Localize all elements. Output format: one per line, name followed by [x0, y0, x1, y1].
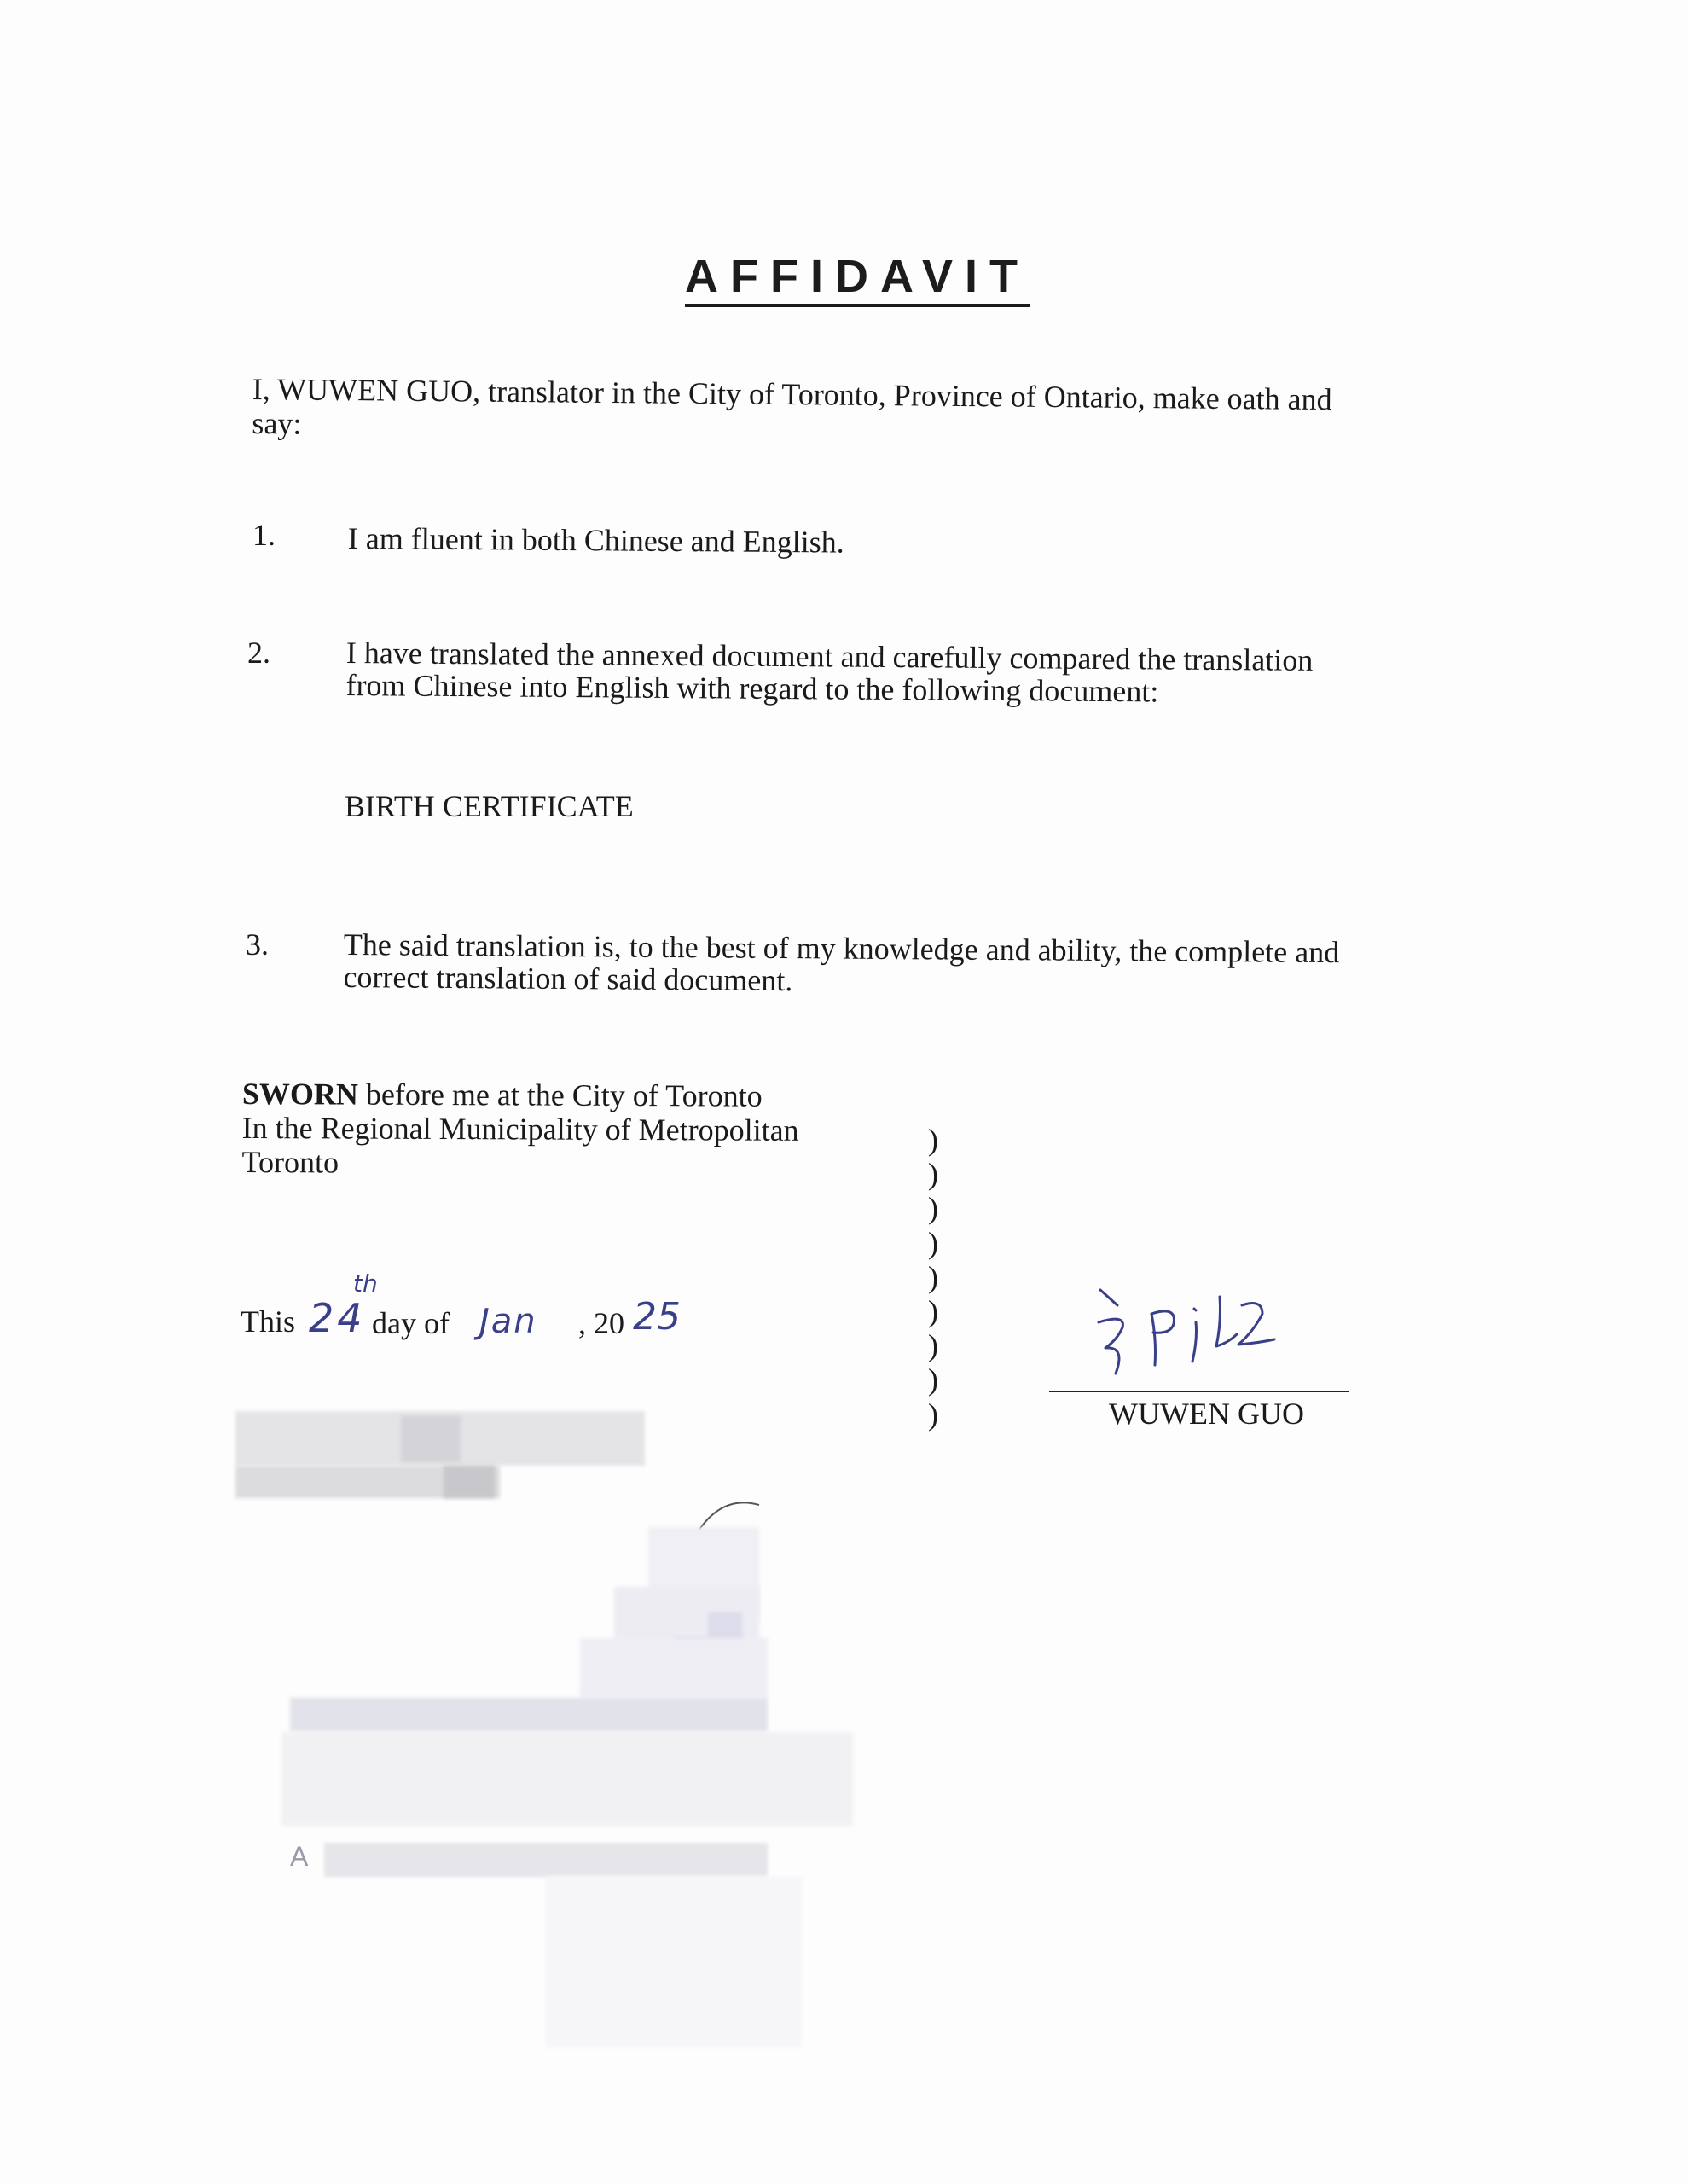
handwritten-day-suffix: th [353, 1269, 378, 1298]
sworn-line-1-rest: before me at the City of Toronto [357, 1077, 763, 1113]
signature-line [1049, 1391, 1349, 1392]
date-day-of-label: day of [372, 1306, 450, 1340]
item-3-line-2: correct translation of said document. [343, 959, 793, 998]
item-text-1 [348, 522, 844, 559]
referenced-document-name: BIRTH CERTIFICATE [345, 789, 634, 823]
sworn-block [241, 1077, 798, 1182]
sworn-line-3: Toronto [241, 1144, 339, 1180]
intro-paragraph [252, 372, 1332, 450]
stamp-visible-letter: A [290, 1841, 309, 1872]
item-2-line-1: I have translated the annexed document and carefully compared the translation [345, 636, 1314, 677]
signature-graphic [1092, 1280, 1314, 1382]
sworn-bold-word: SWORN [241, 1077, 359, 1112]
item-2-line-2: from Chinese into English with regard to the following document: [345, 667, 1159, 709]
handwritten-month: Jan [479, 1302, 537, 1341]
signatory-name: WUWEN GUO [1109, 1397, 1304, 1431]
intro-line-2: say: [252, 405, 302, 441]
handwritten-year: 25 [633, 1295, 681, 1339]
document-title: AFFIDAVIT [685, 249, 1030, 307]
item-text-3 [343, 928, 1339, 1001]
handwritten-day: 24 [309, 1295, 366, 1341]
item-1-line-1: I am fluent in both Chinese and English. [347, 521, 844, 560]
date-year-prefix: , 20 [578, 1306, 624, 1340]
intro-line-1: I, WUWEN GUO, translator in the City of Toronto, Province of Ontario, make oath and [252, 372, 1332, 417]
bracket-column: ) ) ) ) ) ) ) ) ) [928, 1123, 938, 1432]
item-number-3: 3. [246, 927, 269, 961]
sworn-line-2: In the Regional Municipality of Metropolitan [241, 1110, 799, 1147]
item-3-line-1: The said translation is, to the best of my knowledge and ability, the complete and [343, 927, 1340, 970]
item-text-2 [345, 636, 1313, 709]
item-number-1: 1. [252, 518, 276, 552]
date-this-label: This [241, 1304, 296, 1339]
item-number-2: 2. [247, 636, 270, 670]
sworn-line-1 [242, 1077, 799, 1113]
